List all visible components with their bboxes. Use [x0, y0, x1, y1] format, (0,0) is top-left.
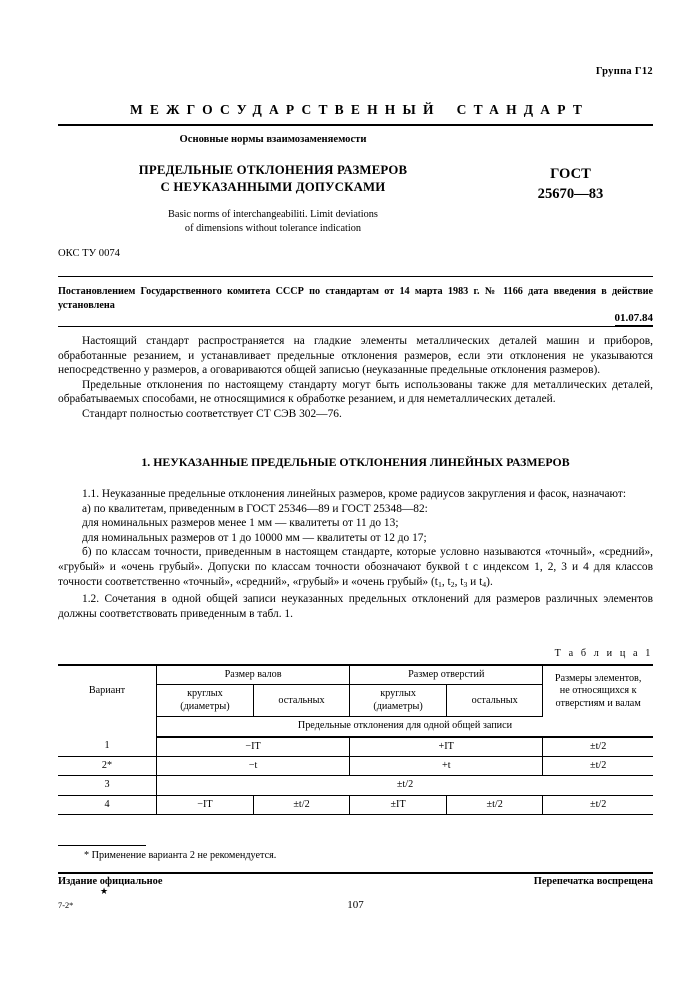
- table-footnote: * Применение варианта 2 не рекомендуется.: [84, 850, 277, 861]
- imprint-reprint-notice: Перепечатка воспрещена: [533, 876, 653, 887]
- clause-1-1: 1.1. Неуказанные предельные отклонения линейных размеров, кроме радиусов закругления и фасок, назначают:: [82, 488, 626, 500]
- row-1-variant: 1: [58, 737, 156, 757]
- intro-paragraph-3: Стандарт полностью соответствует СТ СЭВ 302—76.: [82, 407, 342, 420]
- star-icon: ★: [100, 886, 109, 896]
- header-variant: Вариант: [58, 665, 156, 717]
- gost-label: ГОСТ: [550, 166, 591, 182]
- header-hole-size: Размер отверстий: [350, 665, 543, 685]
- clause-1-1-b-end: ).: [486, 575, 493, 588]
- english-title: [58, 208, 488, 236]
- subnorm-label: Основные нормы взаимозаменяемости: [179, 134, 367, 145]
- tolerance-subscript-4: 4: [482, 579, 487, 589]
- english-title-line-1: Basic norms of interchangeabiliti. Limit deviations: [168, 209, 378, 220]
- table-row: [58, 737, 653, 757]
- row-3-variant: 3: [58, 776, 156, 795]
- table-header-row-1: [58, 665, 653, 685]
- page-number: 107: [347, 899, 364, 911]
- row-2-shaft: −t: [156, 757, 349, 776]
- table-row: [58, 757, 653, 776]
- oks-rule: [58, 276, 653, 277]
- row-4-variant: 4: [58, 795, 156, 814]
- row-3-all: ±t/2: [156, 776, 653, 795]
- header-other-line-3: отверстиям и валам: [555, 697, 641, 709]
- clause-1-1-a: а) по квалитетам, приведенным в ГОСТ 25346—89 и ГОСТ 25348—82:: [82, 502, 428, 515]
- header-other-line-2: не относящихся к: [559, 685, 637, 697]
- header-other-line-1: Размеры элементов,: [554, 672, 642, 684]
- header-shaft-round-line-1: круглых: [187, 688, 223, 700]
- header-shaft-rest: остальных: [253, 685, 349, 717]
- section-1-heading: 1. НЕУКАЗАННЫЕ ПРЕДЕЛЬНЫЕ ОТКЛОНЕНИЯ ЛИНЕЙНЫХ РАЗМЕРОВ: [141, 455, 570, 469]
- header-hole-rest: остальных: [447, 685, 543, 717]
- clause-1-1-b: [58, 545, 653, 592]
- table-caption: Т а б л и ц а 1: [554, 648, 653, 659]
- clause-1-1-b-sep-2: , t: [454, 575, 464, 588]
- header-hole-round-line-2: (диаметры): [373, 700, 423, 712]
- tolerance-subscript-3: 3: [463, 579, 468, 589]
- standard-banner-word-2: СТАНДАРТ: [456, 102, 590, 117]
- gost-number: 25670—83: [537, 186, 604, 202]
- row-1-hole: +IT: [350, 737, 543, 757]
- clause-1-1-b-sep-1: , t: [441, 575, 451, 588]
- table-row: [58, 776, 653, 795]
- group-code: Группа Г12: [595, 66, 653, 77]
- header-hole-round-line-1: круглых: [380, 688, 416, 700]
- gost-designation: [488, 164, 653, 204]
- clause-1-1-a-item-1: для номинальных размеров менее 1 мм — квалитеты от 11 до 13;: [82, 517, 399, 530]
- row-4-hole-rest: ±t/2: [447, 795, 543, 814]
- row-4-hole-round: ±IT: [350, 795, 447, 814]
- header-shaft-round-line-2: (диаметры): [180, 700, 230, 712]
- span-note: Предельные отклонения для одной общей записи: [156, 717, 653, 737]
- page-title: [58, 162, 488, 195]
- signature-mark: 7-2*: [58, 901, 74, 910]
- row-4-other: ±t/2: [543, 795, 653, 814]
- footnote-rule: [58, 845, 146, 846]
- clause-1-1-b-sep-3: и t: [467, 575, 483, 588]
- effective-date: 01.07.84: [614, 312, 653, 324]
- tolerance-subscript-1: 1: [437, 579, 442, 589]
- header-shaft-size: Размер валов: [156, 665, 349, 685]
- page-content-area: [58, 0, 653, 991]
- table-row: [58, 795, 653, 814]
- standard-banner-word-1: МЕЖГОСУДАРСТВЕННЫЙ: [129, 102, 441, 117]
- page-title-line-2: С НЕУКАЗАННЫМИ ДОПУСКАМИ: [160, 179, 386, 194]
- imprint-official: Издание официальное: [58, 876, 163, 887]
- header-other-elements: [543, 665, 653, 717]
- intro-paragraph-1: Настоящий стандарт распространяется на гладкие элементы металлических деталей машин и приборов, обработанные резанием, и устанавливает предельные отклонения размеров, если эти отклонения не указываются непосредственно у размеров, а оговариваются общей записью (неуказанные предельные отклонения размеров).: [58, 335, 653, 377]
- row-1-shaft: −IT: [156, 737, 349, 757]
- span-note-spacer: [58, 717, 156, 737]
- row-4-shaft-rest: ±t/2: [253, 795, 349, 814]
- clause-1-1-b-text: б) по классам точности, приведенным в настоящем стандарте, которые условно называются «точный», «средний», «грубый» и «очень грубый». Допуски по классам точности обозначают буквой t с индексом 1, 2, 3 и 4 для классов точности соответственно «точный», «средний», «грубый» и «очень грубый» (t: [58, 546, 653, 588]
- standard-banner: [68, 102, 651, 118]
- row-2-other: ±t/2: [543, 757, 653, 776]
- row-2-hole: +t: [350, 757, 543, 776]
- row-1-other: ±t/2: [543, 737, 653, 757]
- section-1-body: [58, 487, 653, 622]
- intro-body: [58, 334, 653, 422]
- english-title-line-2: of dimensions without tolerance indication: [184, 223, 362, 234]
- table-span-note-row: [58, 717, 653, 737]
- footer-rule: [58, 872, 653, 874]
- row-2-variant: 2*: [58, 757, 156, 776]
- table-1: [58, 664, 653, 815]
- decree-rule: [58, 326, 653, 327]
- clause-1-2: 1.2. Сочетания в одной общей записи неуказанных предельных отклонений для размеров различных элементов должны соответствовать приведенным в табл. 1.: [58, 593, 653, 620]
- header-shaft-round: [156, 685, 253, 717]
- intro-paragraph-2: Предельные отклонения по настоящему стандарту могут быть использованы также для металлических деталей, обрабатываемых способами, не относящимися к обработке резанием, и для неметаллических деталей.: [58, 378, 653, 406]
- decree-text: Постановлением Государственного комитета СССР по стандартам от 14 марта 1983 г. № 1166 дата введения в действие установлена: [58, 286, 653, 311]
- header-hole-round: [350, 685, 447, 717]
- oks-code: ОКС ТУ 0074: [58, 248, 120, 259]
- header-rule: [58, 124, 653, 126]
- row-4-shaft-round: −IT: [156, 795, 253, 814]
- tolerance-subscript-2: 2: [450, 579, 455, 589]
- page-title-line-1: ПРЕДЕЛЬНЫЕ ОТКЛОНЕНИЯ РАЗМЕРОВ: [138, 163, 408, 177]
- clause-1-1-a-item-2: для номинальных размеров от 1 до 10000 мм — квалитеты от 12 до 17;: [82, 531, 427, 544]
